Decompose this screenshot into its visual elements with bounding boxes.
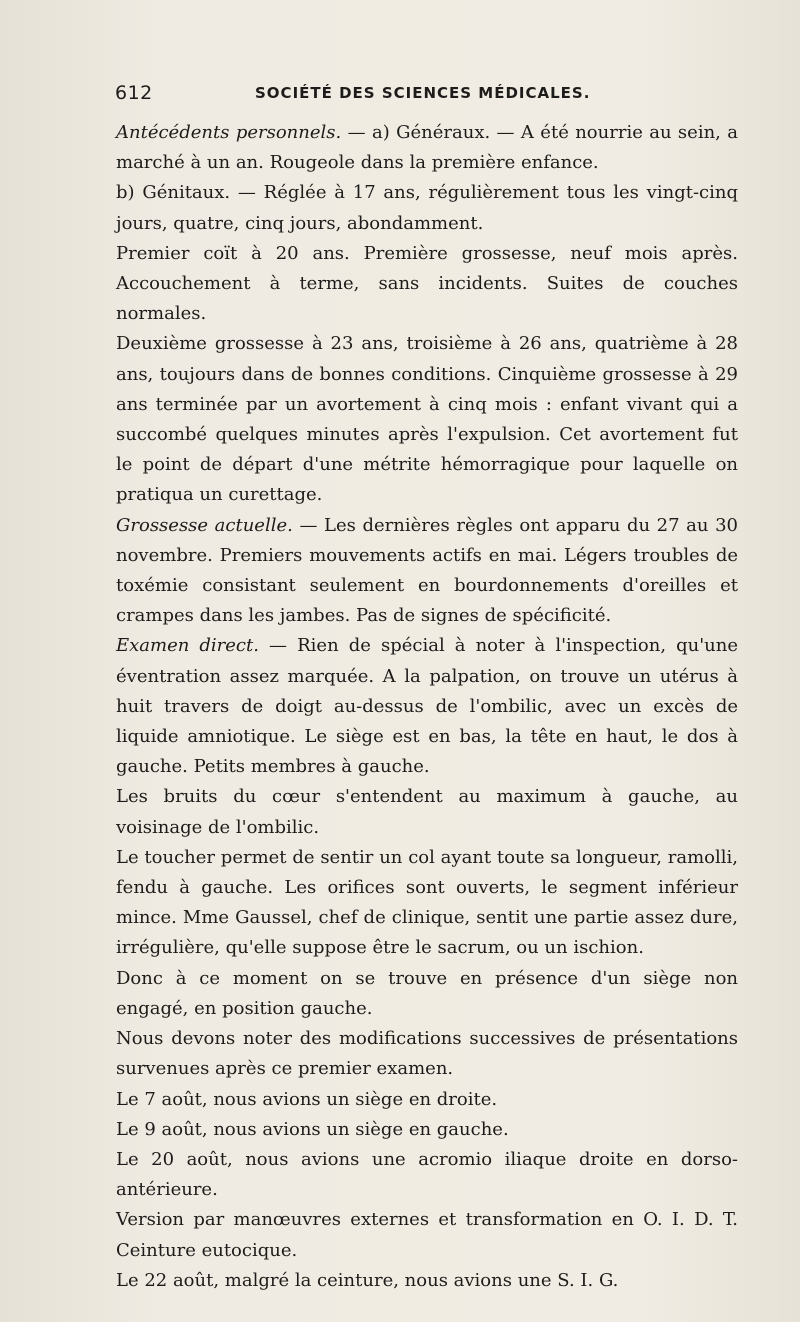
paragraph [116,843,738,964]
paragraph [116,631,738,782]
paragraph-text: Le toucher permet de sentir un col ayant toute sa longueur, ramolli, fendu à gauche. Les orifices sont ouverts, le segment inférieur mince. Mme Gaussel, chef de clinique, sentit une partie assez dure, irrégulière, qu'elle suppose être le sacrum, ou un ischion. [116,846,738,959]
paragraph-text: Premier coït à 20 ans. Première grossesse, neuf mois après. Accouchement à terme, sans incidents. Suites de couches normales. [116,242,738,325]
page-number: 612 [115,82,153,104]
paragraph-lead: Examen direct. [116,635,259,657]
body-text [116,118,738,1296]
paragraph [116,118,738,178]
paragraph-text: Deuxième grossesse à 23 ans, troisième à 26 ans, quatrième à 28 ans, toujours dans de bonnes conditions. Cinquième grossesse à 29 ans terminée par un avortement à cinq mois : enfant vivant qui a succombé quelques minutes après l'expulsion. Cet avortement fut le point de départ d'une métrite hémorragique pour laquelle on pratiqua un curettage. [116,333,738,506]
paragraph-text: Nous devons noter des modifications successives de présentations survenues après ce premier examen. [116,1028,738,1080]
running-header [115,80,715,110]
running-title: SOCIÉTÉ DES SCIENCES MÉDICALES. [255,84,591,102]
paragraph-text: Le 9 août, nous avions un siège en gauche. [116,1118,509,1140]
paragraph-text: Donc à ce moment on se trouve en présence d'un siège non engagé, en position gauche. [116,967,738,1019]
paragraph-text: Version par manœuvres externes et transformation en O. I. D. T. Ceinture eutocique. [116,1209,738,1261]
paragraph [116,782,738,842]
paragraph-lead: Grossesse actuelle. [116,514,293,536]
paragraph-text: Le 20 août, nous avions une acromio iliaque droite en dorso-antérieure. [116,1148,738,1201]
paragraph-lead: Antécédents personnels. [116,122,342,143]
paragraph [116,1145,738,1205]
paragraph [116,1205,738,1265]
paragraph [116,1085,738,1115]
paragraph [116,964,738,1024]
paragraph-text: Les bruits du cœur s'entendent au maximum à gauche, au voisinage de l'ombilic. [116,786,738,838]
paragraph-text: Le 22 août, malgré la ceinture, nous avions une S. I. G. [116,1269,619,1291]
paragraph-text: — Rien de spécial à noter à l'inspection, qu'une éventration assez marquée. A la palpation, on trouve un utérus à huit travers de doigt au-dessus de l'ombilic, avec un excès de liquide amniotique. Le siège est en bas, la tête en haut, le dos à gauche. Petits membres à gauche. [116,635,739,778]
paragraph [116,239,738,330]
paragraph [116,511,738,632]
paragraph-text: — Les dernières règles ont apparu du 27 au 30 novembre. Premiers mouvements actifs en mai. Légers troubles de toxémie consistant seulement en bourdonnements d'oreilles et crampes dans les jambes. Pas de signes de spécificité. [116,514,738,627]
paragraph [116,329,738,510]
paragraph-text: b) Génitaux. — Réglée à 17 ans, régulièrement tous les vingt-cinq jours, quatre, cinq jours, abondamment. [116,182,738,234]
paragraph [116,1266,738,1296]
paragraph [116,178,738,238]
paragraph [116,1024,738,1084]
paragraph [116,1115,738,1145]
paragraph-text: Le 7 août, nous avions un siège en droite. [116,1088,498,1110]
paragraph-text: — a) Généraux. — A été nourrie au sein, a marché à un an. Rougeole dans la première enfance. [116,122,738,174]
